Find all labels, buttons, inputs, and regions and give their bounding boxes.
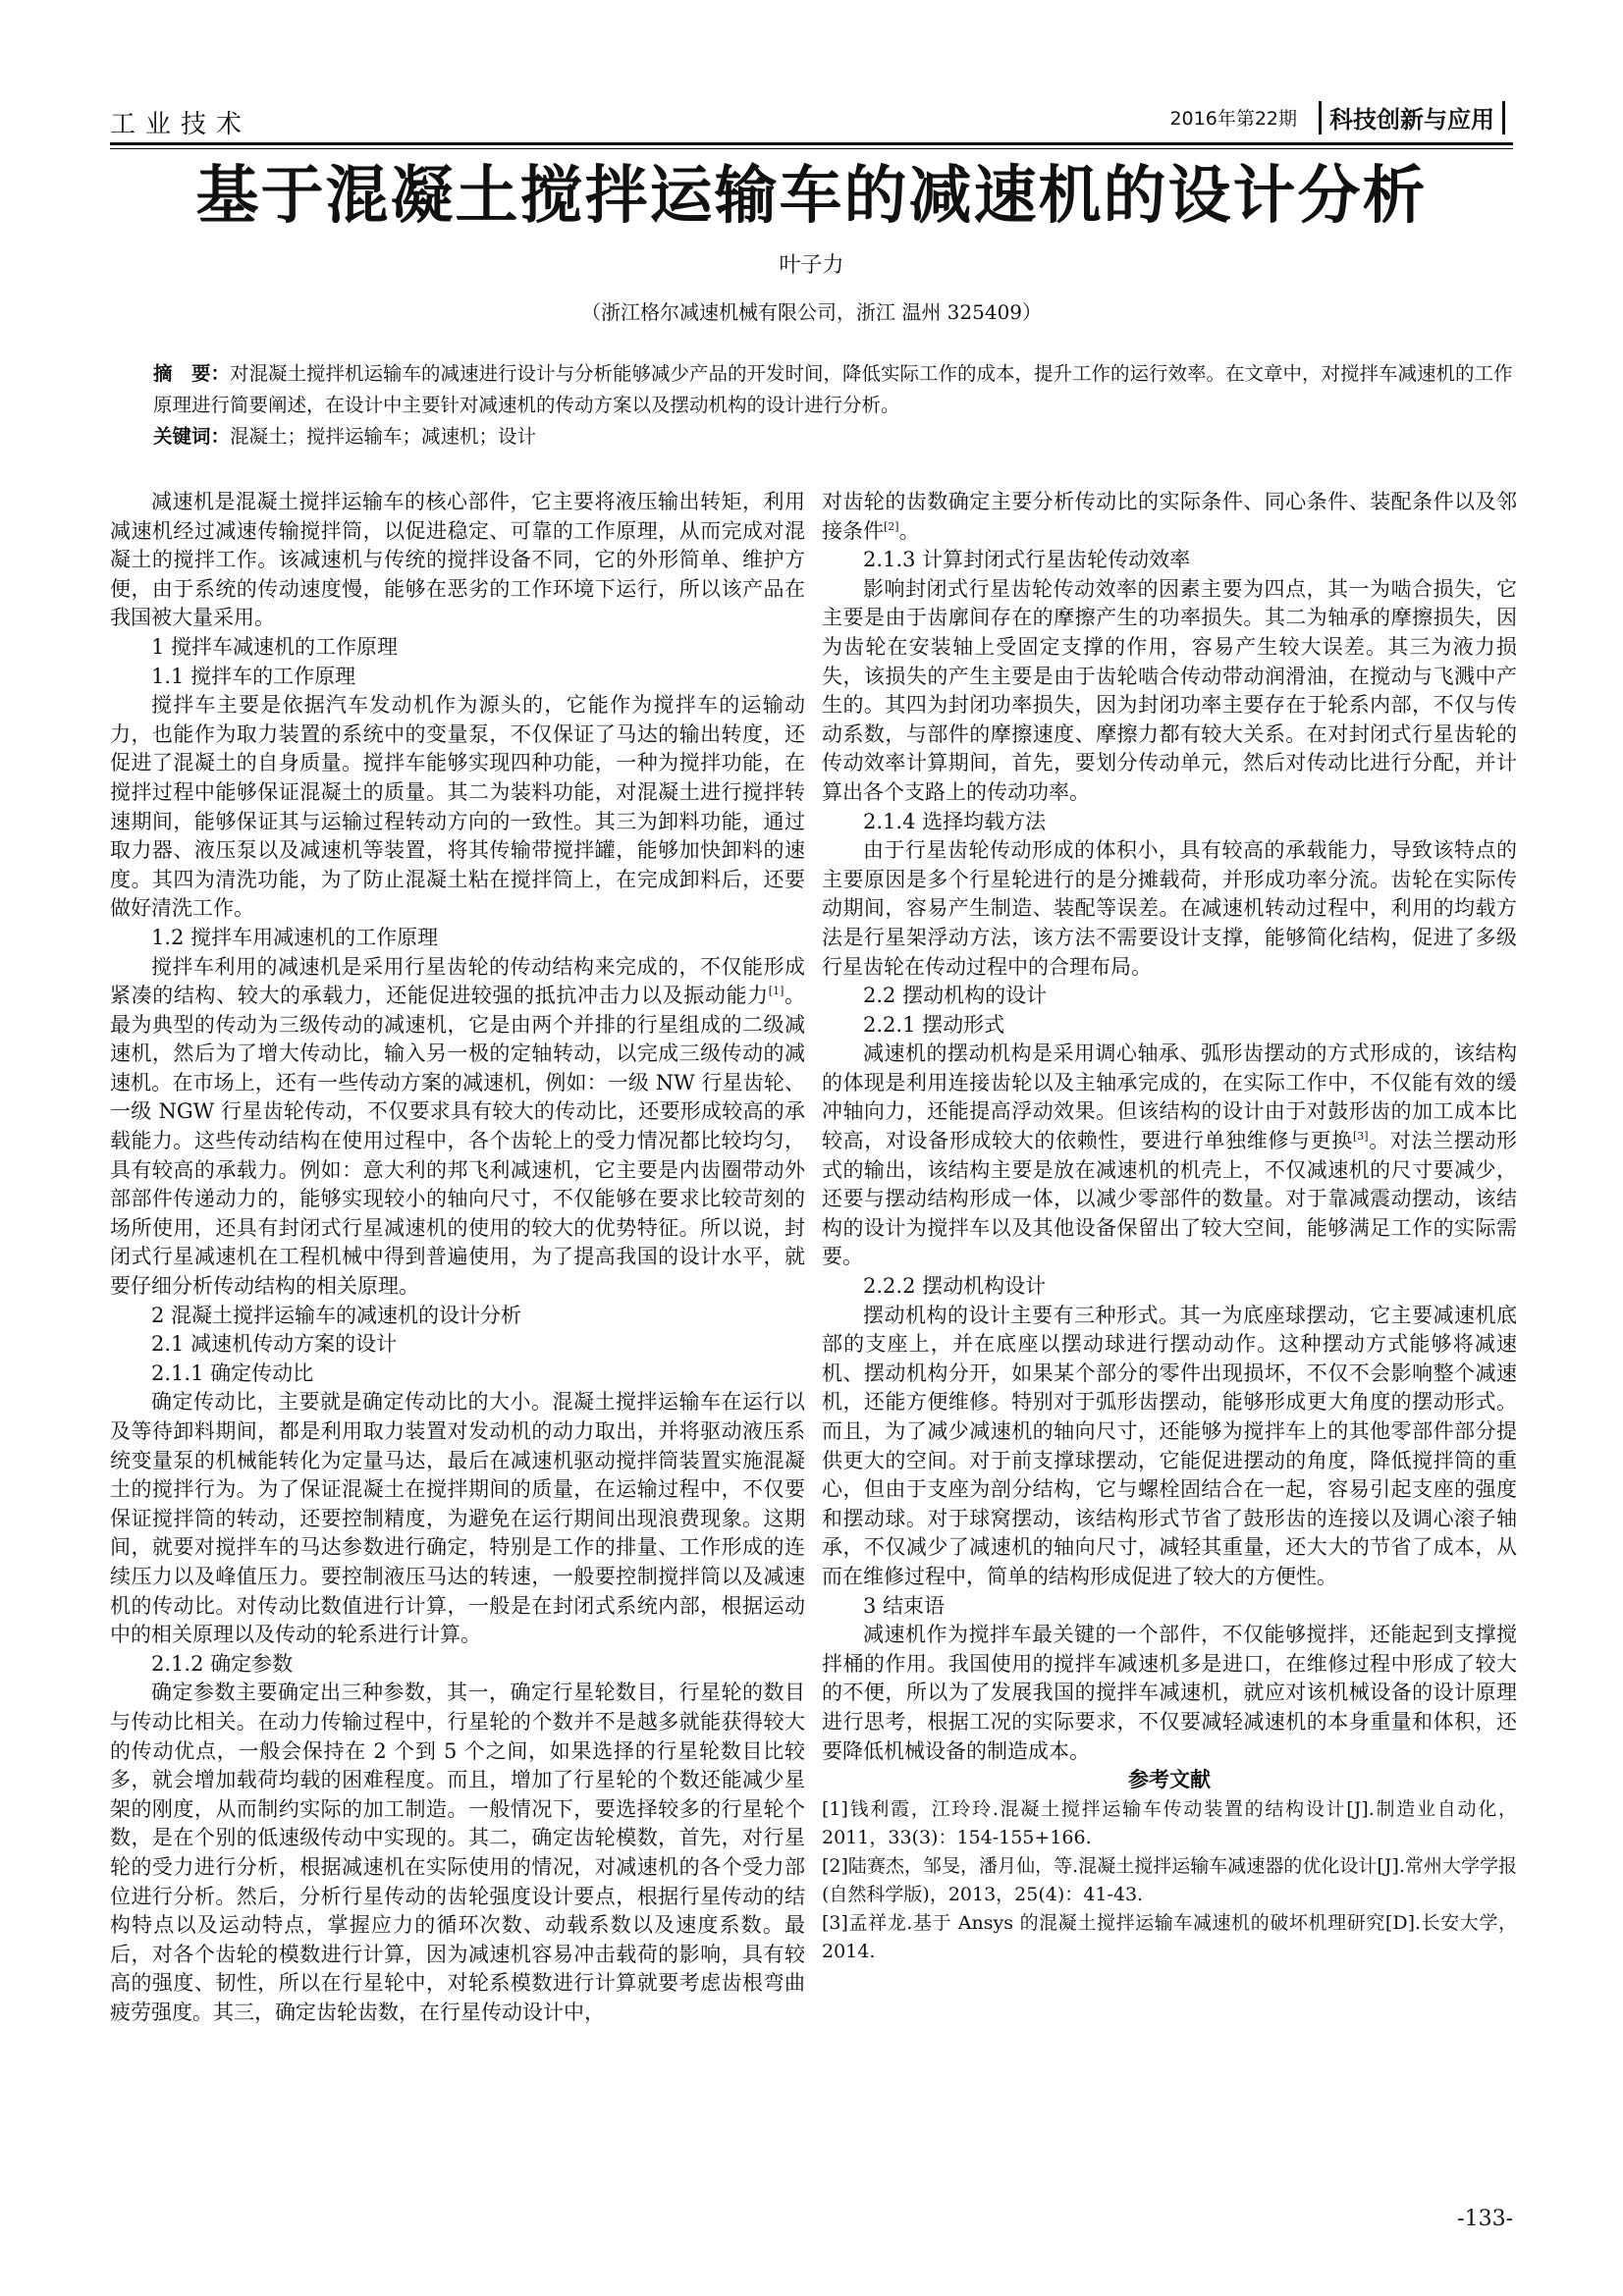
page-number: -133- xyxy=(1457,2207,1513,2231)
text: 。最为典型的传动为三级传动的减速机，它是由两个并排的行星组成的二级减速机，然后为了增大传动比，输入另一极的定轴转动，以完成三级传动的减速机。在市场上，还有一些传动方案的减速机，例如：一级 NW 行星齿轮、一级 NGW 行星齿轮传动，不仅要求具有较大的传动比，还要形成较高的承载能力。这些传动结构在使用过程中，各个齿轮上的受力情况都比较均匀，具有较高的承载力。例如：意大利的邦飞利减速机，它主要是内齿圈带动外部部件传递动力的，能够实现较小的轴向尺寸，不仅能够在要求比较苛刻的场所使用，还具有封闭式行星减速机的使用的较大的优势特征。所以说，封闭式行星减速机在工程机械中得到普遍使用，为了提高我国的设计水平，就要仔细分析传动结构的相关原理。 xyxy=(110,984,806,1299)
column-name: 科技创新与应用 xyxy=(1329,106,1494,133)
issue-label: 2016年第22期 xyxy=(1169,108,1297,130)
right-column xyxy=(822,488,1517,1966)
left-column xyxy=(110,488,805,2027)
citation: [3] xyxy=(1352,1130,1369,1144)
section-2-1-4-heading: 2.1.4 选择均载方法 xyxy=(863,809,1047,833)
intro-paragraph: 减速机是混凝土搅拌运输车的核心部件，它主要将液压输出转矩，利用减速机经过减速传输搅拌筒，以促进稳定、可靠的工作原理，从而完成对混凝土的搅拌工作。该减速机与传统的搅拌设备不同，它的外形简单、维护方便，由于系统的传动速度慢，能够在恶劣的工作环境下运行，所以该产品在我国被大量采用。 xyxy=(110,490,805,630)
keywords xyxy=(153,421,1513,453)
paragraph: 搅拌车主要是依据汽车发动机作为源头的，它能作为搅拌车的运输动力，也能作为取力装置的系统中的变量泵，不仅保证了马达的输出转度，还促进了混凝土的自身质量。搅拌车能够实现四种功能，一种为搅拌功能，在搅拌过程中能够保证混凝土的质量。其二为装料功能，对混凝土进行搅拌转速期间，能够保证其与运输过程转动方向的一致性。其三为卸料功能，通过取力器、液压泵以及减速机等装置，将其传输带搅拌罐，能够加快卸料的速度。其四为清洗功能，为了防止混凝土粘在搅拌筒上，在完成卸料后，还要做好清洗工作。 xyxy=(110,693,805,921)
paragraph xyxy=(822,1040,1517,1272)
reference-item: [1]钱利霞，江玲玲.混凝土搅拌运输车传动装置的结构设计[J].制造业自动化，2011，33(3)：154-155+166. xyxy=(822,1797,1517,1848)
references-heading: 参考文献 xyxy=(1128,1768,1211,1792)
text: 对齿轮的齿数确定主要分析传动比的实际条件、同心条件、装配条件以及邻接条件 xyxy=(822,490,1517,543)
paragraph: 减速机作为搅拌车最关键的一个部件，不仅能够搅拌，还能起到支撑搅拌桶的作用。我国使用的搅拌车减速机多是进口，在维修过程中形成了较大的不便，所以为了发展我国的搅拌车减速机，就应对该机械设备的设计原理进行思考，根据工况的实际要求，不仅要减轻减速机的本身重量和体积，还要降低机械设备的制造成本。 xyxy=(822,1623,1517,1763)
paragraph: 影响封闭式行星齿轮传动效率的因素主要为四点，其一为啮合损失，它主要是由于齿廓间存在的摩擦产生的功率损失。其二为轴承的摩擦损失，因为齿轮在安装轴上受固定支撑的作用，容易产生较大误差。其三为液力损失，该损失的产生主要是由于齿轮啮合传动带动润滑油，在搅动与飞溅中产生的。其四为封闭功率损失，因为封闭功率主要存在于轮系内部，不仅与传动系数，与部件的摩擦速度、摩擦力都有较大关系。在对封闭式行星齿轮的传动效率计算期间，首先，要划分传动单元，然后对传动比进行分配，并计算出各个支路上的传动功率。 xyxy=(822,576,1517,804)
paragraph: 由于行星齿轮传动形成的体积小，具有较高的承载能力，导致该特点的主要原因是多个行星轮进行的是分摊载荷，并形成功率分流。齿轮在实际传动期间，容易产生制造、装配等误差。在减速机转动过程中，利用的均载方法是行星架浮动方法，该方法不需要设计支撑，能够简化结构，促进了多级行星齿轮在传动过程中的合理布局。 xyxy=(822,838,1517,979)
reference-item: [3]孟祥龙.基于 Ansys 的混凝土搅拌运输车减速机的破坏机理研究[D].长安大学，2014. xyxy=(822,1911,1517,1962)
affiliation: （浙江格尔减速机械有限公司，浙江 温州 325409） xyxy=(580,300,1043,324)
header-rule-thin xyxy=(110,148,1513,149)
text: 。对法兰摆动形式的输出，该结构主要是放在减速机的机壳上，不仅减速机的尺寸要减少，还要与摆动结构形成一体，以减少零部件的数量。对于靠减震动摆动，该结构的设计为搅拌车以及其他设备保留出了较大空间，能够满足工作的实际需要。 xyxy=(822,1129,1518,1269)
section-2-2-2-heading: 2.2.2 摆动机构设计 xyxy=(863,1274,1047,1299)
running-header xyxy=(110,98,1513,141)
section-3-heading: 3 结束语 xyxy=(863,1593,946,1618)
journal-section-name: 工业技术 xyxy=(110,110,252,139)
article-title: 基于混凝土搅拌运输车的减速机的设计分析 xyxy=(195,159,1428,233)
citation: [1] xyxy=(768,985,784,998)
header-divider-right xyxy=(1502,101,1505,134)
section-2-1-heading: 2.1 减速机传动方案的设计 xyxy=(151,1332,398,1357)
keywords-label: 关键词： xyxy=(153,425,231,448)
keywords-text: 混凝土；搅拌运输车；减速机；设计 xyxy=(230,425,537,448)
author: 叶子力 xyxy=(779,253,844,278)
reference-item: [2]陆赛杰，邹旻，潘月仙，等.混凝土搅拌运输车减速器的优化设计[J].常州大学学报(自然科学版)，2013，25(4)：41-43. xyxy=(822,1854,1517,1905)
section-2-1-1-heading: 2.1.1 确定传动比 xyxy=(151,1361,314,1385)
abstract-label: 摘 要： xyxy=(153,362,231,385)
abstract-block xyxy=(153,358,1513,453)
paragraph: 确定传动比，主要就是确定传动比的大小。混凝土搅拌运输车在运行以及等待卸料期间，都是利用取力装置对发动机的动力取出，并将驱动液压系统变量泵的机械能转化为定量马达，最后在减速机驱动搅拌筒装置实施混凝土的搅拌行为。为了保证混凝土在搅拌期间的质量，在运输过程中，不仅要保证搅拌筒的转动，还要控制精度，为避免在运行期间出现浪费现象。这期间，就要对搅拌车的马达参数进行确定，特别是工作的排量、工作形成的连续压力以及峰值压力。要控制液压马达的转速，一般要控制搅拌筒以及减速机的传动比。对传动比数值进行计算，一般是在封闭式系统内部，根据运动中的相关原理以及传动的轮系进行计算。 xyxy=(110,1390,805,1647)
section-2-2-heading: 2.2 摆动机构的设计 xyxy=(863,984,1048,1008)
text: 搅拌车利用的减速机是采用行星齿轮的传动结构来完成的，不仅能形成紧凑的结构、较大的承载力，还能促进较强的抵抗冲击力以及振动能力 xyxy=(110,954,805,1008)
section-1-2-heading: 1.2 搅拌车用减速机的工作原理 xyxy=(151,925,439,949)
paragraph xyxy=(110,953,805,1302)
paragraph xyxy=(822,488,1517,546)
abstract xyxy=(153,358,1513,421)
section-1-heading: 1 搅拌车减速机的工作原理 xyxy=(151,634,399,659)
header-rule xyxy=(110,142,1513,145)
section-2-1-2-heading: 2.1.2 确定参数 xyxy=(151,1651,294,1676)
header-right xyxy=(1169,100,1513,134)
citation: [2] xyxy=(884,519,899,533)
section-2-2-1-heading: 2.2.1 摆动形式 xyxy=(863,1012,1005,1037)
section-2-heading: 2 混凝土搅拌运输车的减速机的设计分析 xyxy=(151,1303,522,1327)
paragraph: 摆动机构的设计主要有三种形式。其一为底座球摆动，它主要减速机底部的支座上，并在底座以摆动球进行摆动动作。这种摆动方式能够将减速机、摆动机构分开，如果某个部分的零件出现损坏，不仅不会影响整个减速机，还能方便维修。特别对于弧形齿摆动，能够形成更大角度的摆动形式。而且，为了减少减速机的轴向尺寸，还能够为搅拌车上的其他零部件部分提供更大的空间。对于前支撑球摆动，它能促进摆动的角度，降低搅拌筒的重心，但由于支座为剖分结构，它与螺栓固结合在一起，容易引起支座的强度和摆动球。对于球窝摆动，该结构形式节省了鼓形齿的连接以及调心滚子轴承，不仅减少了减速机的轴向尺寸，减轻其重量，还大大的节省了成本，从而在维修过程中，简单的结构形成促进了较大的方便性。 xyxy=(822,1303,1517,1588)
text: 。 xyxy=(898,518,920,543)
text: 减速机的摆动机构是采用调心轴承、弧形齿摆动的方式形成的，该结构的体现是利用连接齿轮以及主轴承完成的，在实际工作中，不仅能有效的缓冲轴向力，还能提高浮动效果。但该结构的设计由于对鼓形齿的加工成本比较高，对设备形成较大的依赖性，要进行单独维修与更换 xyxy=(822,1041,1517,1153)
section-1-1-heading: 1.1 搅拌车的工作原理 xyxy=(151,664,356,688)
section-2-1-3-heading: 2.1.3 计算封闭式行星齿轮传动效率 xyxy=(863,548,1191,572)
paragraph: 确定参数主要确定出三种参数，其一，确定行星轮数目，行星轮的数目与传动比相关。在动力传输过程中，行星轮的个数并不是越多就能获得较大的传动优点，一般会保持在 2 个到 5 个之间，如果选择的行星轮数目比较多，就会增加载荷均载的困难程度。而且，增加了行星轮的个数还能减少星架的刚度，从而制约实际的加工制造。一般情况下，要选择较多的行星轮个数，是在个别的低速级传动中实现的。其二，确定齿轮模数，首先，对行星轮的受力进行分析，根据减速机在实际使用的情况，对减速机的各个受力部位进行分析。然后，分析行星传动的齿轮强度设计要点，根据行星传动的结构特点以及运动特点，掌握应力的循环次数、动载系数以及速度系数。最后，对各个齿轮的模数进行计算，因为减速机容易冲击载荷的影响，具有较高的强度、韧性，所以在行星轮中，对轮系模数进行计算就要考虑齿根弯曲疲劳强度。其三，确定齿轮齿数，在行星传动设计中， xyxy=(110,1681,805,2024)
header-divider xyxy=(1319,101,1322,134)
abstract-text: 对混凝土搅拌机运输车的减速进行设计与分析能够减少产品的开发时间，降低实际工作的成本，提升工作的运行效率。在文章中，对搅拌车减速机的工作原理进行简要阐述，在设计中主要针对减速机的传动方案以及摆动机构的设计进行分析。 xyxy=(153,362,1513,416)
